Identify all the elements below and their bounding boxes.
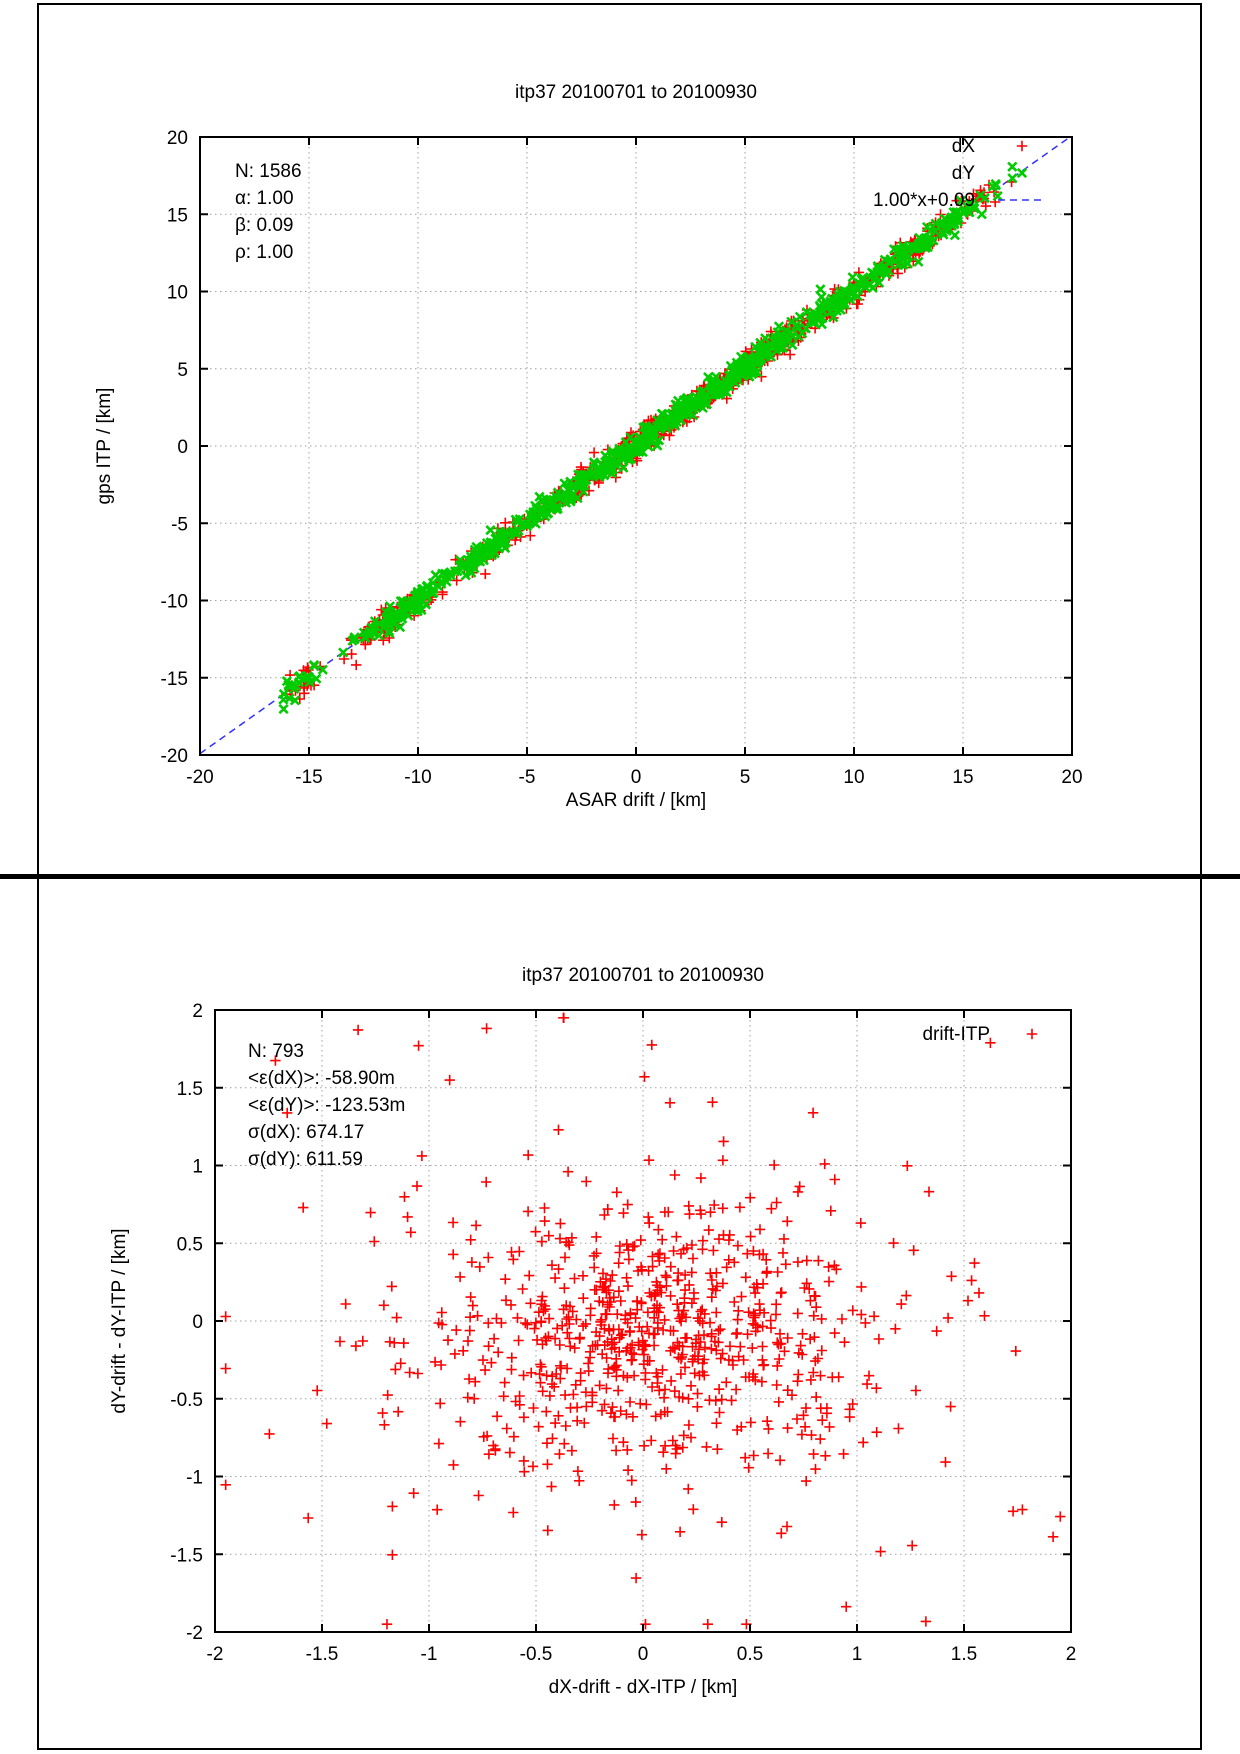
x-tick-label: -1.5 — [305, 1644, 339, 1665]
x-tick-label: 15 — [952, 767, 974, 788]
bottom-legend-label: drift-ITP — [922, 1024, 990, 1045]
top-legend-label-fit: 1.00*x+0.09 — [873, 190, 975, 211]
top-plot-title: itp37 20100701 to 20100930 — [515, 82, 757, 103]
y-tick-label: 10 — [166, 282, 188, 304]
x-tick-label: -15 — [295, 767, 323, 788]
bottom-plot-ylabel: dY-drift - dY-ITP / [km] — [109, 1228, 130, 1414]
x-tick-label: 0.5 — [736, 1644, 764, 1665]
y-tick-label: 0 — [177, 437, 188, 458]
y-tick-label: 5 — [177, 359, 188, 381]
y-tick-label: 15 — [166, 205, 188, 227]
bottom-stat-n: N: 793 — [248, 1041, 304, 1062]
y-tick-label: 2 — [192, 1001, 203, 1022]
x-tick-label: -10 — [404, 767, 432, 788]
y-tick-label: -5 — [171, 514, 188, 536]
x-tick-label: 5 — [739, 767, 751, 788]
bottom-plot-title: itp37 20100701 to 20100930 — [522, 965, 764, 986]
legend-marker-plus — [1017, 141, 1027, 151]
y-tick-label: 1 — [192, 1156, 203, 1178]
x-tick-label: 1.5 — [950, 1644, 978, 1665]
y-tick-label: 1.5 — [176, 1078, 203, 1100]
top-stat-alpha: α: 1.00 — [235, 188, 294, 209]
bottom-plot-xlabel: dX-drift - dX-ITP / [km] — [548, 1677, 738, 1698]
bottom-scatter-plot — [109, 965, 1076, 1698]
y-tick-label: -1.5 — [170, 1545, 203, 1567]
bottom-stat-sig-dy: σ(dY): 611.59 — [248, 1149, 363, 1170]
x-tick-label: 20 — [1061, 767, 1083, 788]
x-tick-label: 1 — [851, 1644, 863, 1665]
top-stat-n: N: 1586 — [235, 161, 302, 182]
x-tick-label: 0 — [630, 767, 642, 788]
x-tick-label: 2 — [1065, 1644, 1077, 1665]
x-tick-label: 10 — [843, 767, 865, 788]
bottom-stat-sig-dx: σ(dX): 674.17 — [248, 1122, 365, 1143]
y-tick-label: -15 — [160, 668, 188, 690]
top-stat-beta: β: 0.09 — [235, 215, 294, 236]
y-tick-label: -1 — [186, 1467, 203, 1489]
y-tick-label: 0.5 — [176, 1234, 203, 1256]
x-tick-label: -5 — [518, 767, 536, 788]
y-tick-label: -10 — [160, 591, 188, 613]
x-tick-label: -2 — [206, 1644, 224, 1665]
top-legend-label-dx: dX — [951, 136, 975, 157]
y-tick-label: -0.5 — [170, 1389, 203, 1411]
top-stat-rho: ρ: 1.00 — [235, 242, 294, 263]
top-scatter-plot — [94, 82, 1083, 811]
y-tick-label: 20 — [166, 128, 188, 149]
x-tick-label: -1 — [420, 1644, 438, 1665]
legend-marker-plus — [1027, 1029, 1037, 1039]
x-tick-label: 0 — [637, 1644, 649, 1665]
x-tick-label: -20 — [186, 767, 214, 788]
bottom-stat-eps-dy: <ε(dY)>: -123.53m — [248, 1095, 406, 1116]
y-tick-label: -20 — [160, 746, 188, 767]
legend-marker-cross — [1018, 169, 1026, 177]
bottom-stat-eps-dx: <ε(dX)>: -58.90m — [248, 1068, 395, 1089]
x-tick-label: -0.5 — [519, 1644, 553, 1665]
top-plot-ylabel: gps ITP / [km] — [94, 387, 115, 505]
top-legend-label-dy: dY — [951, 163, 975, 184]
top-plot-xlabel: ASAR drift / [km] — [565, 790, 707, 811]
y-tick-label: 0 — [192, 1312, 203, 1333]
series-markers-dy — [279, 163, 1016, 714]
y-tick-label: -2 — [186, 1623, 203, 1644]
